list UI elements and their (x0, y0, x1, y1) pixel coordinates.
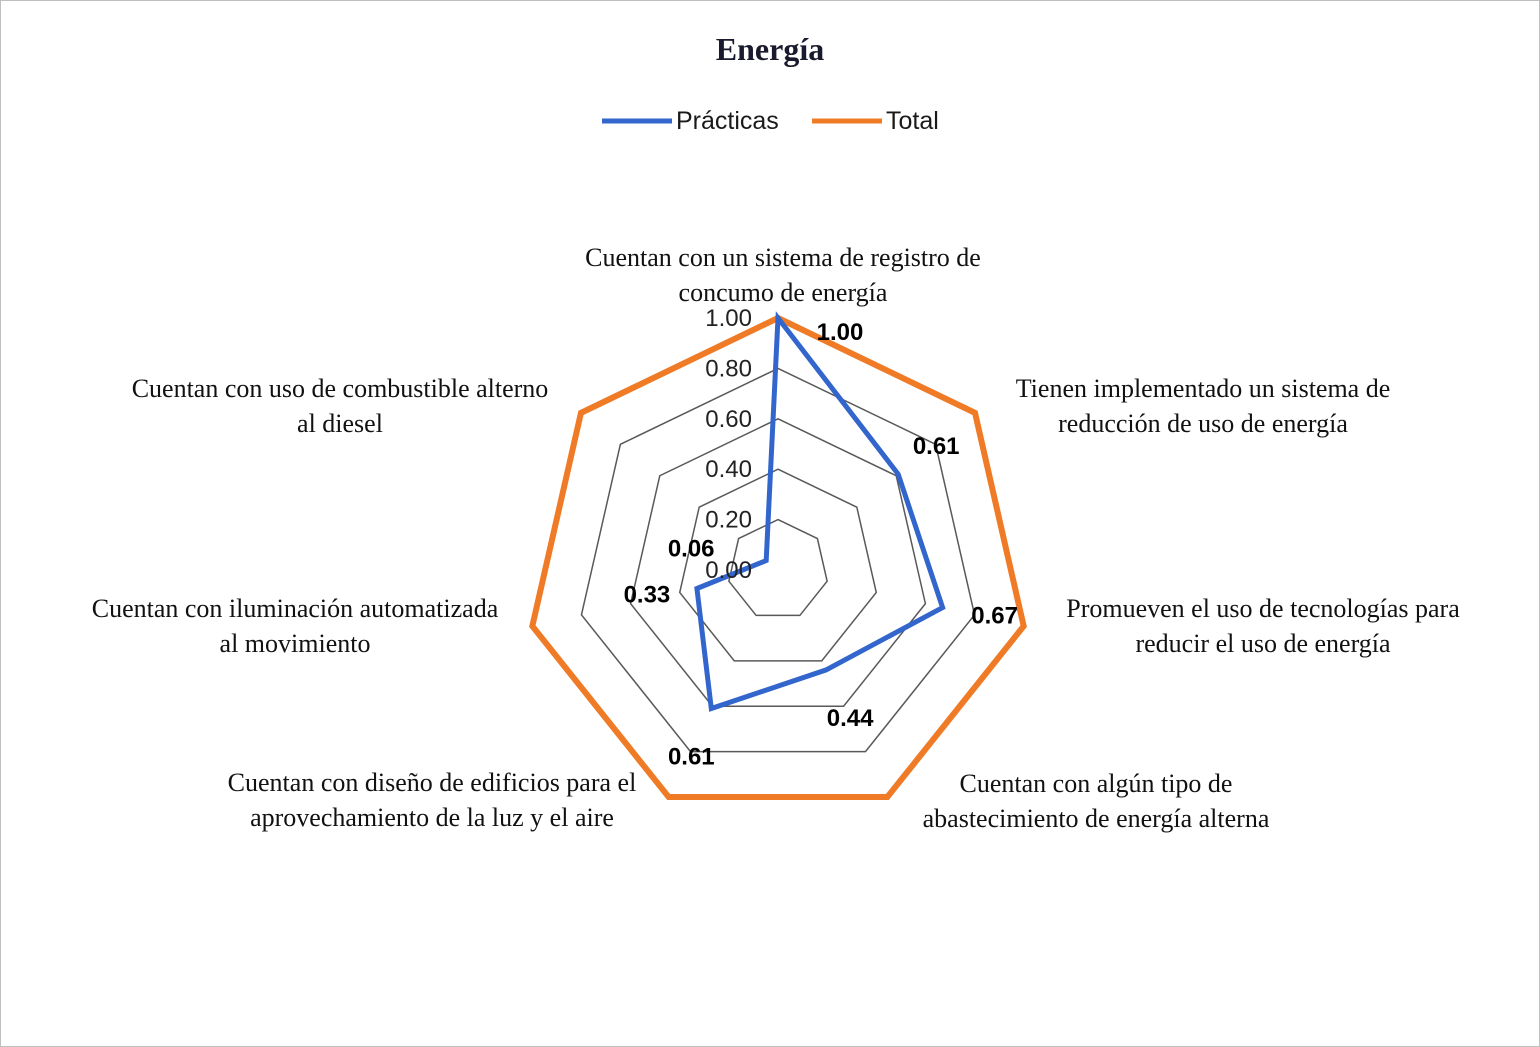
category-label-6-line-0: Cuentan con uso de combustible alterno (131, 374, 549, 403)
legend-label-total: Total (886, 107, 939, 135)
tick-label-0: 0.00 (705, 557, 752, 584)
data-label-4: 0.61 (667, 743, 715, 771)
chart-title: Energía (715, 31, 825, 67)
data-label-3: 0.44 (826, 704, 874, 732)
series-line-total (532, 318, 1023, 797)
category-label-5-line-0: Cuentan con iluminación automatizada (91, 594, 499, 623)
data-label-1: 0.61 (912, 433, 960, 461)
category-label-5 (92, 594, 499, 658)
category-label-0 (585, 243, 981, 307)
category-label-1-line-0: Tienen implementado un sistema de (1015, 374, 1391, 403)
data-label-2: 0.67 (971, 602, 1018, 630)
legend-label-practicas: Prácticas (676, 107, 779, 135)
data-label-0: 1.00 (816, 319, 864, 346)
radar-series (532, 318, 1023, 797)
category-label-3 (923, 769, 1270, 833)
category-label-2 (1066, 594, 1460, 658)
legend (602, 107, 939, 135)
radar-grid (581, 368, 974, 751)
tick-label-4: 0.80 (705, 355, 752, 383)
tick-label-3: 0.60 (705, 405, 752, 433)
category-label-6-line-1: al diesel (297, 409, 383, 438)
category-label-2-line-1: reducir el uso de energía (1135, 629, 1391, 658)
category-label-4-line-1: aprovechamiento de la luz y el aire (250, 803, 614, 832)
category-label-6 (132, 374, 549, 438)
data-label-5: 0.33 (623, 581, 671, 609)
category-label-1 (1016, 374, 1391, 438)
tick-label-5: 1.00 (705, 305, 752, 332)
category-label-3-line-0: Cuentan con algún tipo de (959, 769, 1233, 798)
category-label-0-line-1: concumo de energía (678, 278, 888, 307)
category-label-2-line-0: Promueven el uso de tecnologías para (1066, 594, 1460, 623)
category-label-5-line-1: al movimiento (219, 629, 371, 658)
category-label-4 (228, 768, 637, 832)
category-label-1-line-1: reducción de uso de energía (1058, 409, 1348, 438)
category-label-3-line-1: abastecimiento de energía alterna (922, 804, 1270, 833)
category-label-0-line-0: Cuentan con un sistema de registro de (585, 243, 981, 272)
tick-label-2: 0.40 (705, 456, 752, 484)
category-label-4-line-0: Cuentan con diseño de edificios para el (227, 768, 637, 797)
data-label-6: 0.06 (667, 535, 715, 563)
tick-label-1: 0.20 (705, 506, 752, 534)
